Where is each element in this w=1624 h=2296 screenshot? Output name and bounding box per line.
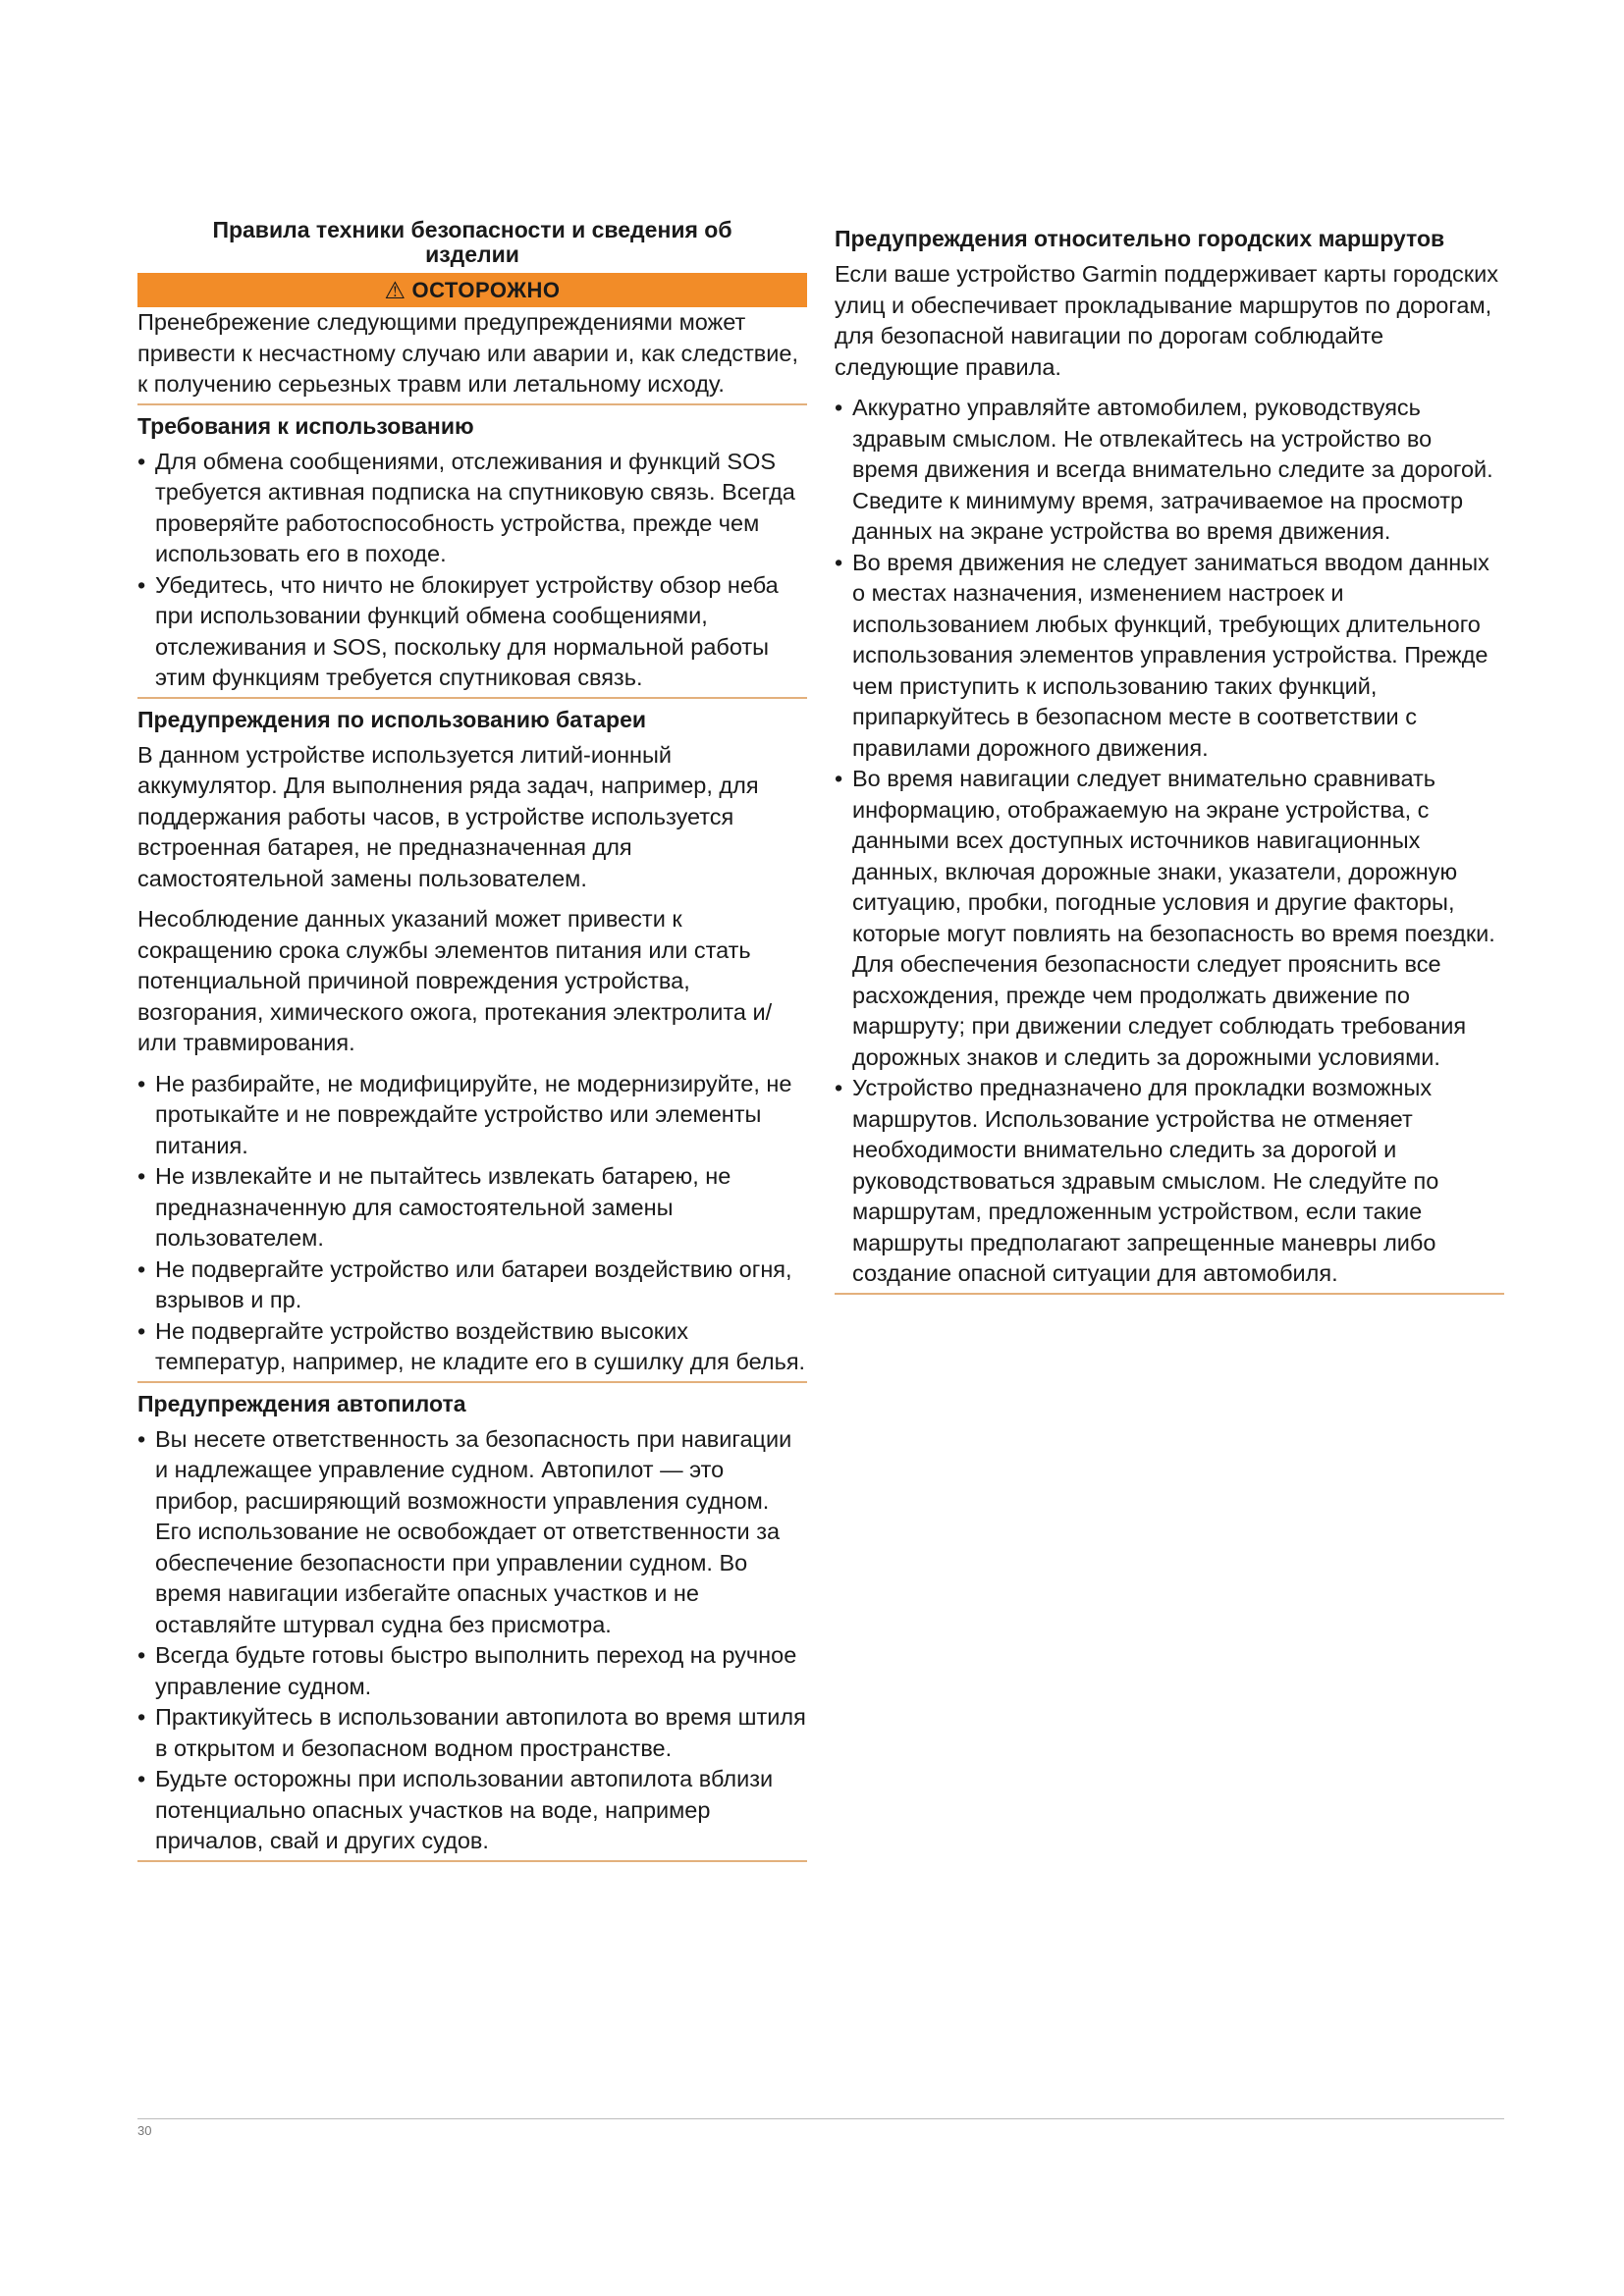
bullet-text: Не разбирайте, не модифицируйте, не модернизируйте, не протыкайте и не повреждайте устройство или элементы питания. xyxy=(155,1070,792,1158)
bullet-dot-icon: • xyxy=(137,1163,146,1189)
bullet-list xyxy=(835,393,1504,1290)
bullet-item xyxy=(137,1069,807,1162)
bullet-item xyxy=(137,1640,807,1702)
bullet-dot-icon: • xyxy=(835,1075,843,1100)
page-title: Правила техники безопасности и сведения об изделии xyxy=(212,217,732,267)
footer-divider xyxy=(137,2118,1504,2119)
bullet-dot-icon: • xyxy=(137,1317,146,1344)
right-column xyxy=(835,218,1504,1295)
bullet-list xyxy=(137,447,807,694)
bullet-dot-icon: • xyxy=(835,766,843,791)
bullet-item xyxy=(835,1073,1504,1290)
bullet-dot-icon: • xyxy=(137,448,146,474)
left-sections xyxy=(137,411,807,1862)
bullet-item xyxy=(137,1424,807,1641)
bullet-item xyxy=(137,570,807,694)
section-paragraph: В данном устройстве используется литий-ионный аккумулятор. Для выполнения ряда задач, например, для поддержания работы часов, в устройстве используется встроенная батарея, не предназначенная для самостоятельной замены пользователем. xyxy=(137,741,759,891)
section xyxy=(137,705,807,1383)
bullet-text: Не подвергайте устройство воздействию высоких температур, например, не кладите его в сушилку для белья. xyxy=(155,1317,806,1374)
bullet-item xyxy=(835,764,1504,1073)
bullet-dot-icon: • xyxy=(137,1642,146,1668)
bullet-text: Для обмена сообщениями, отслеживания и функций SOS требуется активная подписка на спутниковую связь. Всегда проверяйте работоспособность устройства, прежде чем использовать его в походе. xyxy=(155,448,795,566)
bullet-item xyxy=(137,1255,807,1316)
bullet-text: Практикуйтесь в использовании автопилота во время штиля в открытом и безопасном водном пространстве. xyxy=(155,1704,806,1761)
bullet-dot-icon: • xyxy=(137,1255,146,1282)
section xyxy=(835,224,1504,1295)
right-sections xyxy=(835,224,1504,1295)
bullet-text: Будьте осторожны при использовании автопилота вблизи потенциально опасных участков на воде, например причалов, свай и других судов. xyxy=(155,1766,774,1853)
intro-text: Пренебрежение следующими предупреждениями может привести к несчастному случаю или аварии и, как следствие, к получению серьезных травм или летальному исходу. xyxy=(137,309,798,397)
bullet-text: Не подвергайте устройство или батареи воздействию огня, взрывов и пр. xyxy=(155,1255,792,1312)
bullet-item xyxy=(137,1316,807,1378)
section xyxy=(137,1389,807,1862)
intro-block xyxy=(137,307,807,405)
bullet-dot-icon: • xyxy=(137,1704,146,1730)
bullet-item xyxy=(137,1161,807,1255)
bullet-item xyxy=(137,447,807,570)
bullet-item xyxy=(835,548,1504,765)
bullet-item xyxy=(137,1702,807,1764)
bullet-dot-icon: • xyxy=(137,1070,146,1096)
warning-triangle-icon: ⚠ xyxy=(384,278,406,304)
section-heading: Предупреждения автопилота xyxy=(137,1390,466,1416)
bullet-text: Не извлекайте и не пытайтесь извлекать батарею, не предназначенную для самостоятельной замены пользователем. xyxy=(155,1163,731,1251)
section xyxy=(137,411,807,699)
bullet-text: Всегда будьте готовы быстро выполнить переход на ручное управление судном. xyxy=(155,1642,797,1699)
bullet-text: Во время навигации следует внимательно сравнивать информацию, отображаемую на экране устройства, с данными всех доступных источников навигационных данных, включая дорожные знаки, указатели, дорожную ситуацию, пробки, погодные условия и другие факторы, которые могут повлиять на безопасность во время поездки. Для обеспечения безопасности следует прояснить все расхождения, прежде чем продолжать движение по маршруту; при движении следует соблюдать требования дорожных знаков и следить за дорожными условиями. xyxy=(852,766,1495,1070)
bullet-item xyxy=(137,1764,807,1857)
bullet-dot-icon: • xyxy=(137,1766,146,1791)
bullet-dot-icon: • xyxy=(835,395,843,420)
caution-label: ОСТОРОЖНО xyxy=(411,278,561,302)
bullet-dot-icon: • xyxy=(137,571,146,598)
bullet-text: Во время движения не следует заниматься вводом данных о местах назначения, изменением настроек и использованием любых функций, требующих длительного использования элементов управления устройства. Прежде чем приступить к использованию таких функций, припаркуйтесь в безопасном месте в соответствии с правилами дорожного движения. xyxy=(852,549,1489,761)
bullet-item xyxy=(835,393,1504,548)
section-heading: Требования к использованию xyxy=(137,412,474,439)
bullet-list xyxy=(137,1424,807,1857)
section-heading: Предупреждения относительно городских маршрутов xyxy=(835,226,1445,251)
left-column xyxy=(137,218,807,1862)
bullet-list xyxy=(137,1069,807,1378)
bullet-dot-icon: • xyxy=(835,549,843,575)
page-number: 30 xyxy=(137,2123,152,2138)
section-heading: Предупреждения по использованию батареи xyxy=(137,706,647,732)
caution-banner xyxy=(137,273,807,307)
section-paragraph: Если ваше устройство Garmin поддерживает карты городских улиц и обеспечивает прокладывание маршрутов по дорогам, для безопасной навигации по дорогам соблюдайте следующие правила. xyxy=(835,261,1498,380)
bullet-dot-icon: • xyxy=(137,1425,146,1452)
bullet-text: Убедитесь, что ничто не блокирует устройству обзор неба при использовании функций обмена сообщениями, отслеживания и SOS, поскольку для нормальной работы этим функциям требуется спутниковая связь. xyxy=(155,571,779,690)
bullet-text: Устройство предназначено для прокладки возможных маршрутов. Использование устройства не отменяет необходимости внимательно следить за дорогой и руководствоваться здравым смыслом. Не следуйте по маршрутам, предложенным устройством, если такие маршруты предполагают запрещенные маневры либо создание опасной ситуации для автомобиля. xyxy=(852,1075,1439,1286)
bullet-text: Вы несете ответственность за безопасность при навигации и надлежащее управление судном. Автопилот — это прибор, расширяющий возможности управления судном. Его использование не освобождает от ответственности за обеспечение безопасности при управлении судном. Во время навигации избегайте опасных участков и не оставляйте штурвал судна без присмотра. xyxy=(155,1425,792,1637)
bullet-text: Аккуратно управляйте автомобилем, руководствуясь здравым смыслом. Не отвлекайтесь на устройство во время движения и всегда внимательно следите за дорогой. Сведите к минимуму время, затрачиваемое на просмотр данных на экране устройства во время движения. xyxy=(852,395,1493,544)
section-paragraph: Несоблюдение данных указаний может привести к сокращению срока службы элементов питания или стать потенциальной причиной повреждения устройства, возгорания, химического ожога, протекания электролита и/или травмирования. xyxy=(137,906,773,1055)
